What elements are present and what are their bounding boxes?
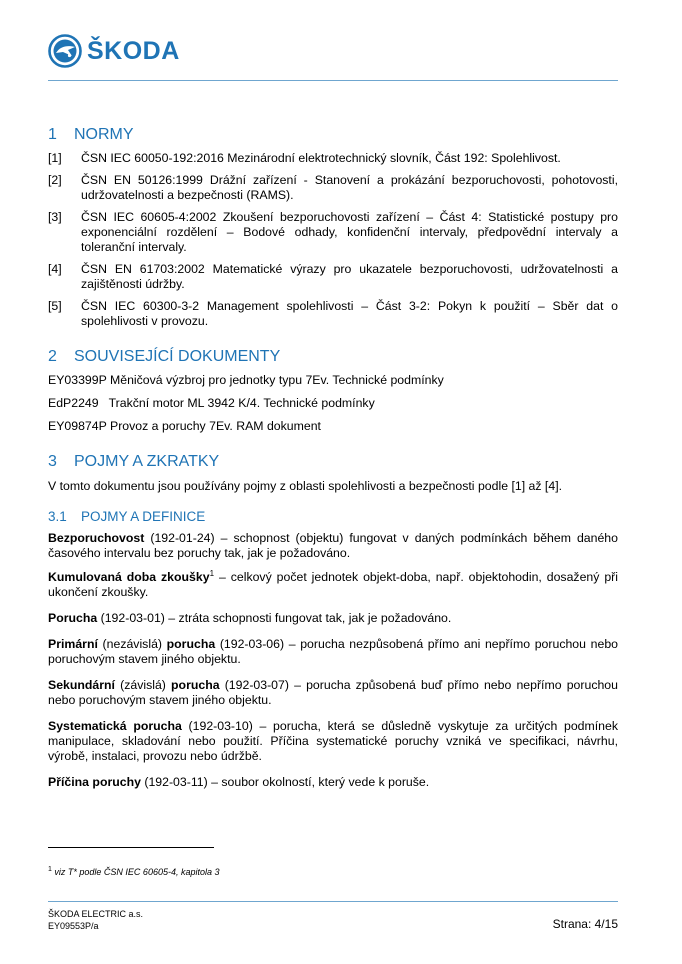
reference-text: ČSN IEC 60300-3-2 Management spolehlivosti – Část 3-2: Pokyn k použití – Sběr dat o spolehlivosti v provozu.	[81, 299, 618, 328]
footnote-marker[interactable]: 1	[209, 568, 215, 578]
term-name: porucha	[166, 637, 216, 651]
term-definition	[48, 637, 618, 667]
reference-text: ČSN IEC 60050-192:2016 Mezinárodní elektrotechnický slovník, Část 192: Spolehlivost.	[81, 151, 561, 165]
term-qualifier: (závislá)	[114, 678, 172, 692]
term-definition	[48, 678, 618, 708]
reference-item	[48, 210, 618, 255]
term-name: porucha	[171, 678, 220, 692]
related-document: EY03399P Měničová výzbroj pro jednotky typu 7Ev. Technické podmínky	[48, 373, 444, 387]
section-intro: V tomto dokumentu jsou používány pojmy z oblasti spolehlivosti a bezpečnosti podle [1] až [4].	[48, 479, 563, 493]
term-name: Systematická porucha	[48, 719, 182, 733]
term-definition	[48, 611, 618, 626]
term-name: Bezporuchovost	[48, 531, 145, 545]
term-text: (192-03-07) – porucha způsobená buď přímo nebo nepřímo poruchou nebo poruchovým stavem jiného objektu.	[48, 678, 618, 707]
term-name: Porucha	[48, 611, 98, 625]
term-name: Primární	[48, 637, 98, 651]
skoda-winged-arrow-icon	[48, 34, 82, 68]
term-name: Příčina poruchy	[48, 775, 141, 789]
section-title: SOUVISEJÍCÍ DOKUMENTY	[74, 348, 281, 365]
term-text: (192-03-10) – porucha, která se důsledně vyskytuje za určitých podmínek manipulace, skladování nebo použití. Příčina systematické poruchy vzniká ve specifikaci, návrhu, výrobě, instalaci, provozu nebo údržbě.	[48, 719, 619, 763]
reference-item	[48, 151, 618, 166]
footnote	[48, 866, 220, 878]
reference-text: ČSN EN 50126:1999 Drážní zařízení - Stanovení a prokázání bezporuchovosti, pohotovosti, udržovatelnosti a bezpečnosti (RAMS).	[81, 173, 618, 202]
term-name: Sekundární	[48, 678, 115, 692]
reference-item	[48, 262, 618, 292]
section-3-heading	[48, 452, 618, 472]
term-text: – celkový počet jednotek objekt-doba, např. objektohodin, dosažený při ukončení zkoušky.	[48, 570, 618, 599]
subsection-3-1-heading	[48, 508, 618, 526]
term-definition	[48, 719, 618, 764]
footer-rule	[48, 901, 618, 902]
header-rule	[48, 80, 618, 81]
term-text: (192-03-01) – ztráta schopnosti fungovat tak, jak je požadováno.	[97, 611, 452, 625]
section-2-heading	[48, 347, 618, 367]
reference-number: [2]	[48, 173, 62, 187]
term-definition	[48, 775, 618, 790]
term-text: (192-03-11) – soubor okolností, který vede k poruše.	[140, 775, 430, 789]
reference-text: ČSN IEC 60605-4:2002 Zkoušení bezporuchovosti zařízení – Část 4: Statistické postupy pro exponenciální rozdělení – Bodové odhady, konfidenční intervaly, předpovědní intervaly a toleranční intervaly.	[81, 210, 618, 254]
reference-item	[48, 173, 618, 203]
term-text: (192-03-06) – porucha nezpůsobená přímo ani nepřímo poruchou nebo poruchovým stavem jiného objektu.	[48, 637, 618, 666]
reference-text: ČSN EN 61703:2002 Matematické výrazy pro ukazatele bezporuchovosti, udržovatelnosti a zajištěnosti údržby.	[81, 262, 618, 291]
section-number: 3	[48, 453, 57, 470]
term-text: (192-01-24) – schopnost (objektu) fungovat v daných podmínkách během daného časového intervalu bez poruchy tak, jak je požadováno.	[48, 531, 618, 560]
skoda-logo	[48, 34, 180, 68]
reference-number: [4]	[48, 262, 62, 276]
term-name: Kumulovaná doba zkoušky	[48, 570, 210, 584]
reference-number: [5]	[48, 299, 62, 313]
footer-company: ŠKODA ELECTRIC a.s.	[48, 909, 144, 919]
reference-number: [1]	[48, 151, 62, 165]
footer-info	[48, 908, 143, 932]
footnote-text: viz T* podle ČSN IEC 60605-4, kapitola 3	[51, 867, 220, 877]
footnote-number: 1	[48, 866, 52, 873]
term-definition	[48, 531, 618, 561]
page-number: Strana: 4/15	[552, 917, 618, 931]
page-content	[48, 125, 618, 790]
term-qualifier: (nezávislá)	[97, 637, 167, 651]
related-document: EY09874P Provoz a poruchy 7Ev. RAM dokument	[48, 419, 321, 433]
section-title: POJMY A ZKRATKY	[74, 453, 220, 470]
term-definition	[48, 570, 618, 600]
subsection-title: POJMY A DEFINICE	[81, 509, 206, 524]
section-number: 1	[48, 126, 57, 143]
reference-number: [3]	[48, 210, 62, 224]
footer-doc-id: EY09553P/a	[48, 921, 99, 931]
reference-item	[48, 299, 618, 329]
brand-name: ŠKODA	[87, 37, 180, 65]
subsection-number: 3.1	[48, 509, 67, 524]
section-title: NORMY	[74, 126, 134, 143]
section-1-heading	[48, 125, 618, 145]
related-document: EdP2249 Trakční motor ML 3942 K/4. Technické podmínky	[48, 396, 375, 410]
section-number: 2	[48, 348, 57, 365]
footnote-rule	[48, 847, 214, 848]
